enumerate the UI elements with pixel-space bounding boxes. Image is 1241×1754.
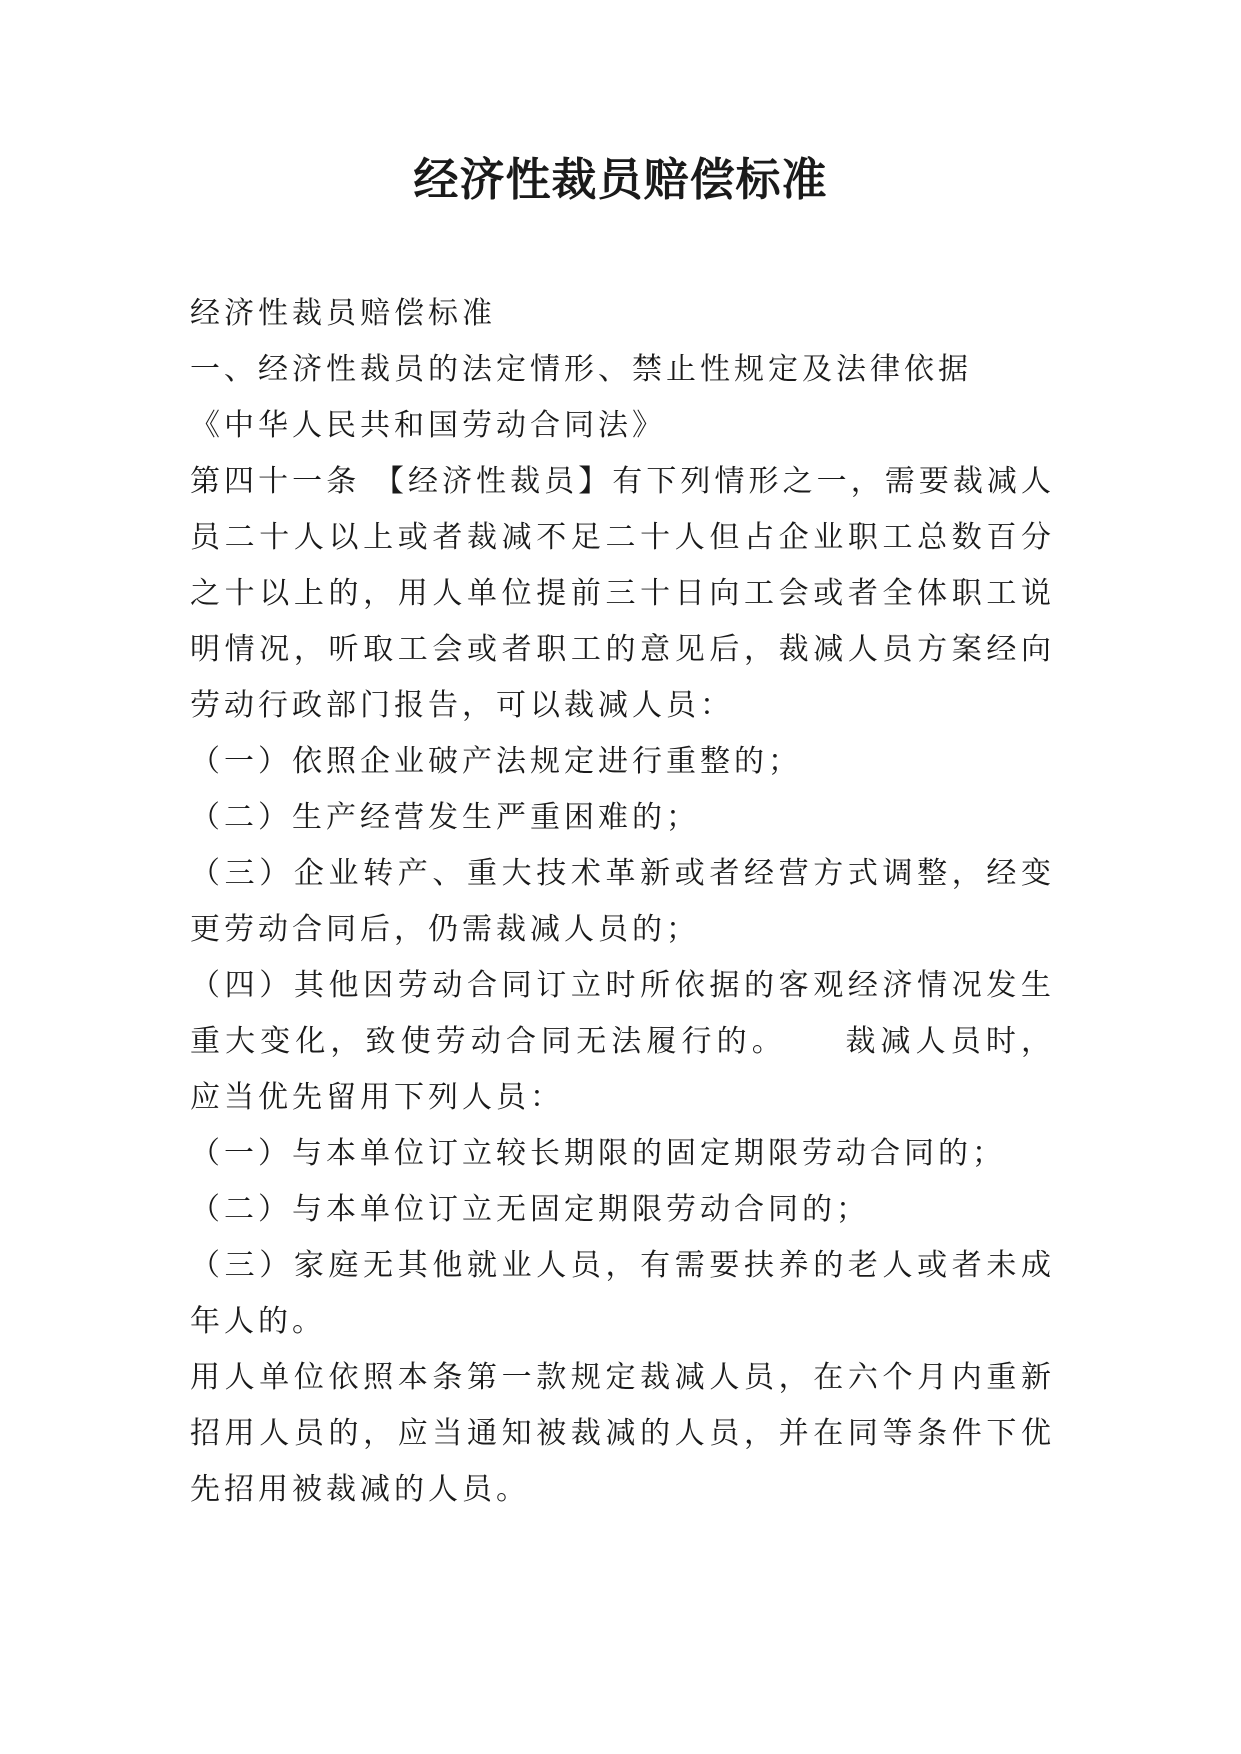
list-item-2: （二）生产经营发生严重困难的； [190, 800, 700, 835]
document-title: 经济性裁员赔偿标准 [413, 153, 828, 206]
list-item-4: （四）其他因劳动合同订立时所依据的客观经济情况发生重大变化，致使劳动合同无法履行的。 裁减人员时，应当优先留用下列人员： [190, 968, 1055, 1115]
section-heading: 一、经济性裁员的法定情形、禁止性规定及法律依据 [190, 352, 972, 387]
retention-item-2: （二）与本单位订立无固定期限劳动合同的； [190, 1192, 870, 1227]
document-body [190, 286, 1055, 1518]
rehire-paragraph: 用人单位依照本条第一款规定裁减人员，在六个月内重新招用人员的，应当通知被裁减的人员，并在同等条件下优先招用被裁减的人员。 [190, 1360, 1055, 1507]
list-item-3: （三）企业转产、重大技术革新或者经营方式调整，经变更劳动合同后，仍需裁减人员的； [190, 856, 1055, 947]
retention-item-1: （一）与本单位订立较长期限的固定期限劳动合同的； [190, 1136, 1006, 1171]
article-41-paragraph: 第四十一条 【经济性裁员】有下列情形之一，需要裁减人员二十人以上或者裁减不足二十人但占企业职工总数百分之十以上的，用人单位提前三十日向工会或者全体职工说明情况，听取工会或者职工的意见后，裁减人员方案经向劳动行政部门报告，可以裁减人员： [190, 464, 1055, 723]
body-heading: 经济性裁员赔偿标准 [190, 296, 496, 331]
list-item-1: （一）依照企业破产法规定进行重整的； [190, 744, 802, 779]
retention-item-3: （三）家庭无其他就业人员，有需要扶养的老人或者未成年人的。 [190, 1248, 1055, 1339]
law-name: 《中华人民共和国劳动合同法》 [190, 408, 666, 443]
